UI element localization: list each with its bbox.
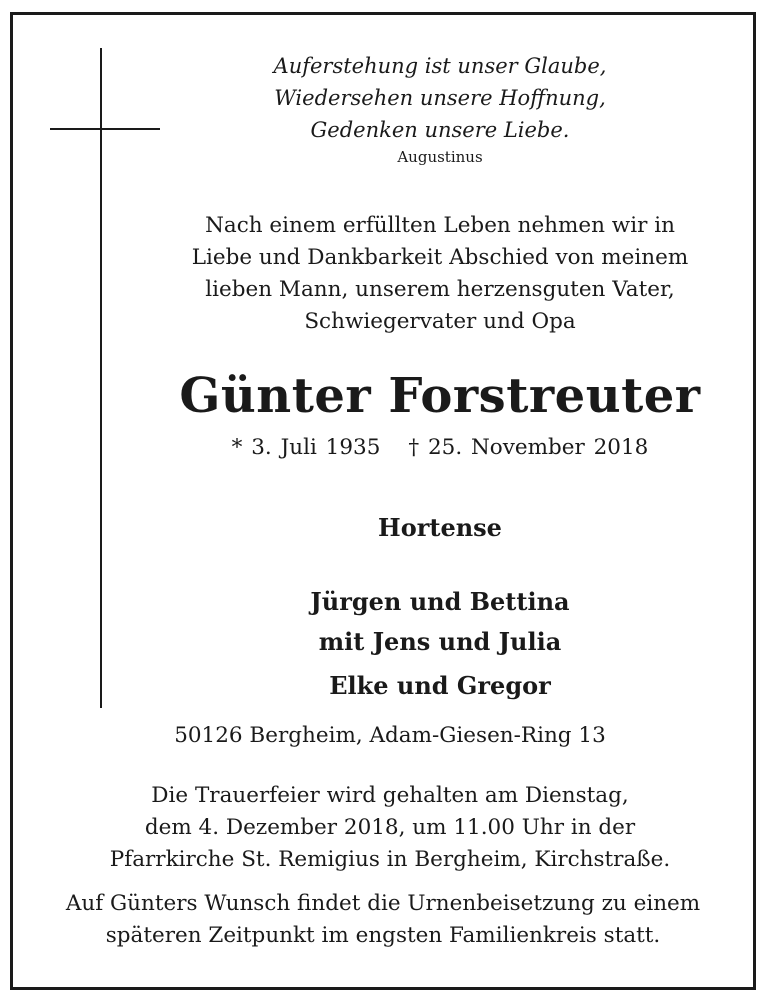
mourners-list bbox=[240, 508, 640, 706]
cross-icon-horizontal bbox=[50, 128, 160, 130]
mourner-name: Jürgen und Bettina bbox=[310, 587, 570, 616]
cross-icon-vertical bbox=[100, 48, 102, 708]
life-dates bbox=[200, 432, 680, 464]
intro-text: Nach einem erfüllten Leben nehmen wir in Liebe und Dankbarkeit Abschied von meinem lieben Mann, unserem herzensguten Vater, Schwiegervater und Opa bbox=[191, 213, 689, 334]
memorial-quote: Auferstehung ist unser Glaube, Wiedersehen unsere Hoffnung, Gedenken unsere Liebe. bbox=[273, 54, 607, 142]
funeral-service-info: Die Trauerfeier wird gehalten am Dienstag, dem 4. Dezember 2018, um 11.00 Uhr in der Pfarrkirche St. Remigius in Bergheim, Kirchstraße. bbox=[109, 783, 671, 872]
death-date: † 25. November 2018 bbox=[408, 435, 649, 460]
birth-date: * 3. Juli 1935 bbox=[231, 435, 381, 460]
address: 50126 Bergheim, Adam-Giesen-Ring 13 bbox=[174, 723, 606, 748]
mourner-name: Elke und Gregor bbox=[329, 671, 551, 700]
quote-author: Augustinus bbox=[397, 148, 483, 166]
deceased-name: Günter Forstreuter bbox=[179, 368, 701, 424]
mourner-name: mit Jens und Julia bbox=[318, 627, 562, 656]
burial-info: Auf Günters Wunsch findet die Urnenbeisetzung zu einem späteren Zeitpunkt im engsten Familienkreis statt. bbox=[65, 891, 701, 948]
mourner-name: Hortense bbox=[378, 513, 502, 542]
